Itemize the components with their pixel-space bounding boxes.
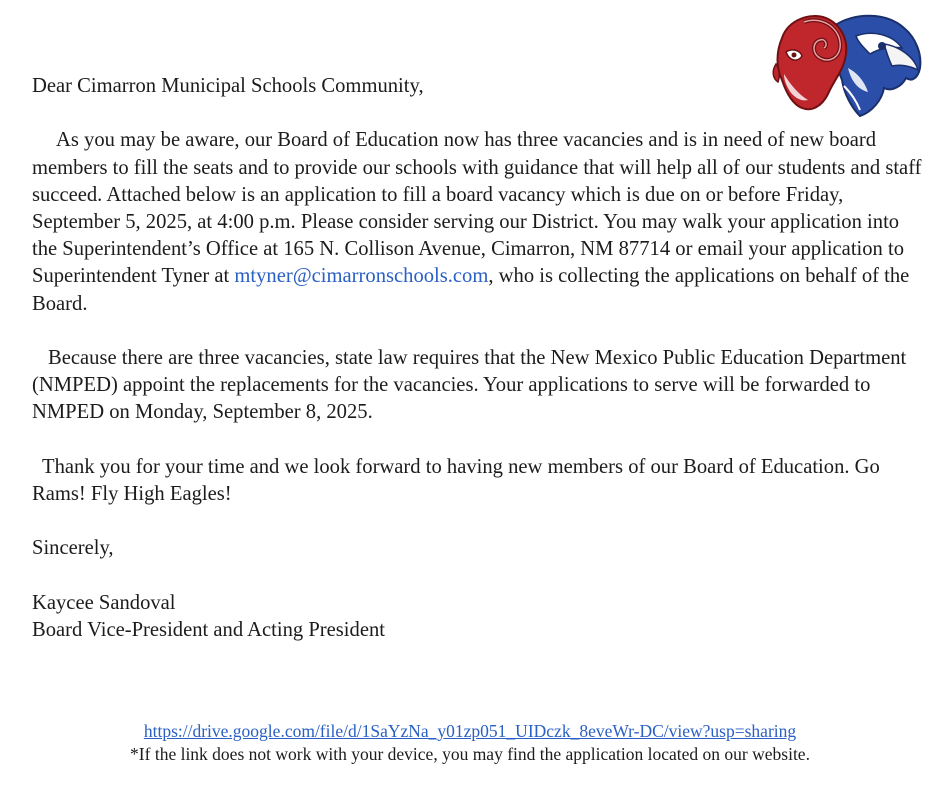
paragraph-application-info [32, 127, 922, 317]
superintendent-email-link[interactable]: mtyner@cimarronschools.com [234, 265, 489, 288]
paragraph-application-info-end: , who is collecting the applications on behalf of the Board. [32, 265, 910, 315]
greeting: Dear Cimarron Municipal Schools Community, [32, 75, 424, 97]
footer [0, 720, 940, 766]
letter-body [32, 73, 922, 644]
paragraph-state-law: Because there are three vacancies, state law requires that the New Mexico Public Education Department (NMPED) appoint the replacements for the vacancies. Your applications to serve will be forwarded to NMPED on Monday, September 8, 2025. [32, 347, 907, 424]
signer-name: Kaycee Sandoval [32, 591, 176, 614]
paragraph-thank-you: Thank you for your time and we look forward to having new members of our Board of Education. Go Rams! Fly High Eagles! [32, 455, 880, 505]
signer-title: Board Vice-President and Acting President [32, 618, 385, 641]
closing: Sincerely, [32, 537, 114, 560]
application-link[interactable]: https://drive.google.com/file/d/1SaYzNa_y01zp051_UIDczk_8eveWr-DC/view?usp=sharing [143, 721, 797, 741]
paragraph-application-info-text: As you may be aware, our Board of Education now has three vacancies and is in need of new board members to fill the seats and to provide our schools with guidance that will help all of our students and staff succeed. Attached below is an application to fill a board vacancy which is due on or before Friday, September 5, 2025, at 4:00 p.m. Please consider serving our District. You may walk your application into the Superintendent’s Office at 165 N. Collison Avenue, Cimarron, NM 87714 or email your application to Superintendent Tyner at [32, 129, 922, 288]
footer-note: *If the link does not work with your device, you may find the application located on our website. [130, 744, 810, 764]
